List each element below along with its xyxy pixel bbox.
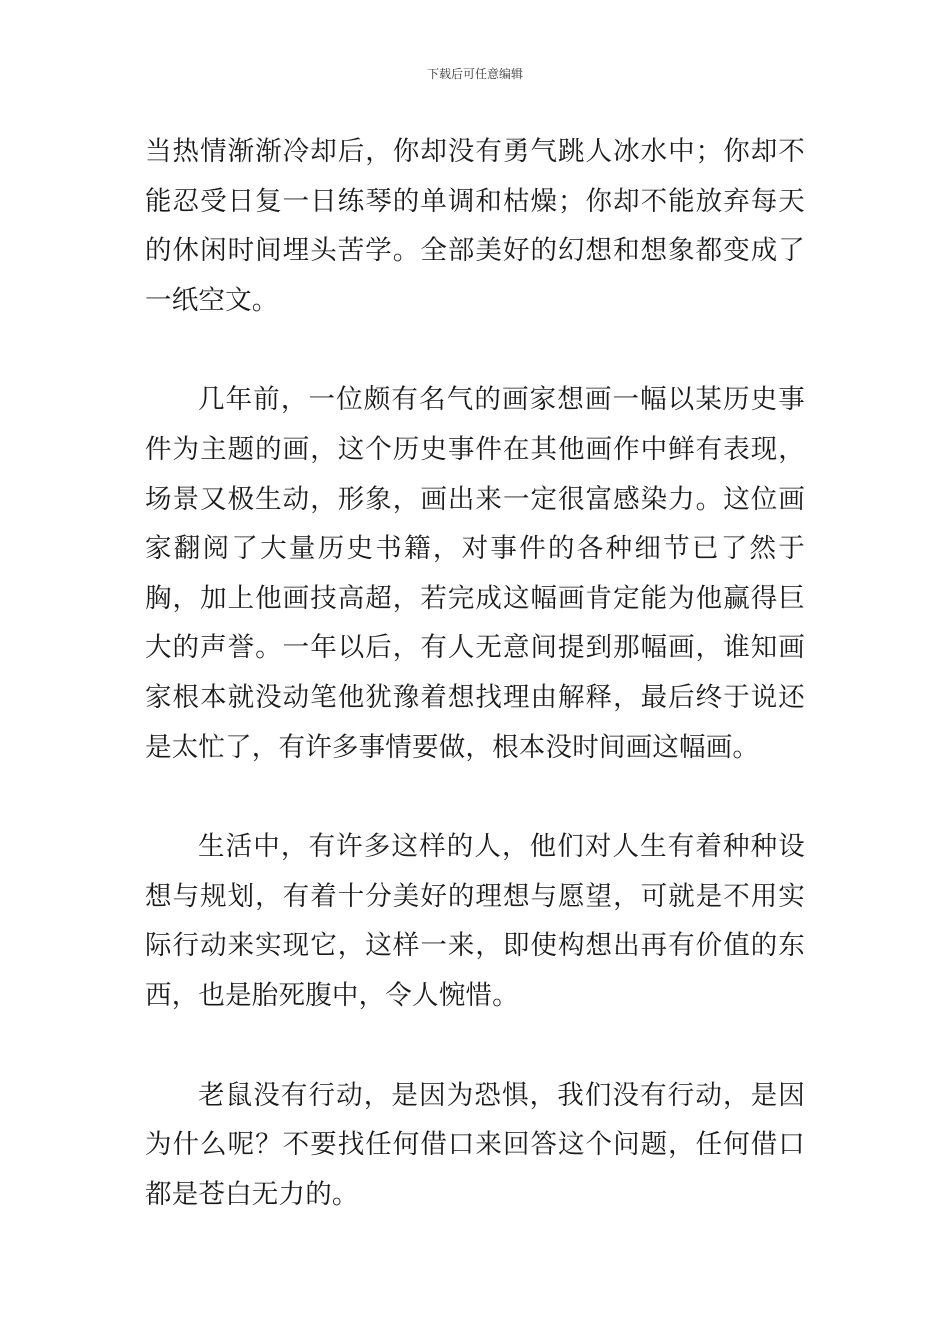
paragraph-1: 当热情渐渐冷却后，你却没有勇气跳人冰水中；你却不能忍受日复一日练琴的单调和枯燥；你却不能放弃每天的休闲时间埋头苦学。全部美好的幻想和想象都变成了一纸空文。	[145, 136, 805, 316]
page-header: 下载后可任意编辑	[426, 67, 523, 81]
document-body	[145, 127, 805, 1219]
paragraph-2: 几年前，一位颇有名气的画家想画一幅以某历史事件为主题的画，这个历史事件在其他画作中鲜有表现，场景又极生动，形象，画出来一定很富感染力。这位画家翻阅了大量历史书籍，对事件的各种细节已了然于胸，加上他画技高超，若完成这幅画肯定能为他赢得巨大的声誉。一年以后，有人无意间提到那幅画，谁知画家根本就没动笔他犹豫着想找理由解释，最后终于说还是太忙了，有许多事情要做，根本没时间画这幅画。	[145, 384, 805, 763]
paragraph-3: 生活中，有许多这样的人，他们对人生有着种种设想与规划，有着十分美好的理想与愿望，可就是不用实际行动来实现它，这样一来，即使构想出再有价值的东西，也是胎死腹中，令人惋惜。	[145, 831, 805, 1011]
paragraph-4: 老鼠没有行动，是因为恐惧，我们没有行动，是因为什么呢？不要找任何借口来回答这个问题，任何借口都是苍白无力的。	[145, 1079, 805, 1210]
